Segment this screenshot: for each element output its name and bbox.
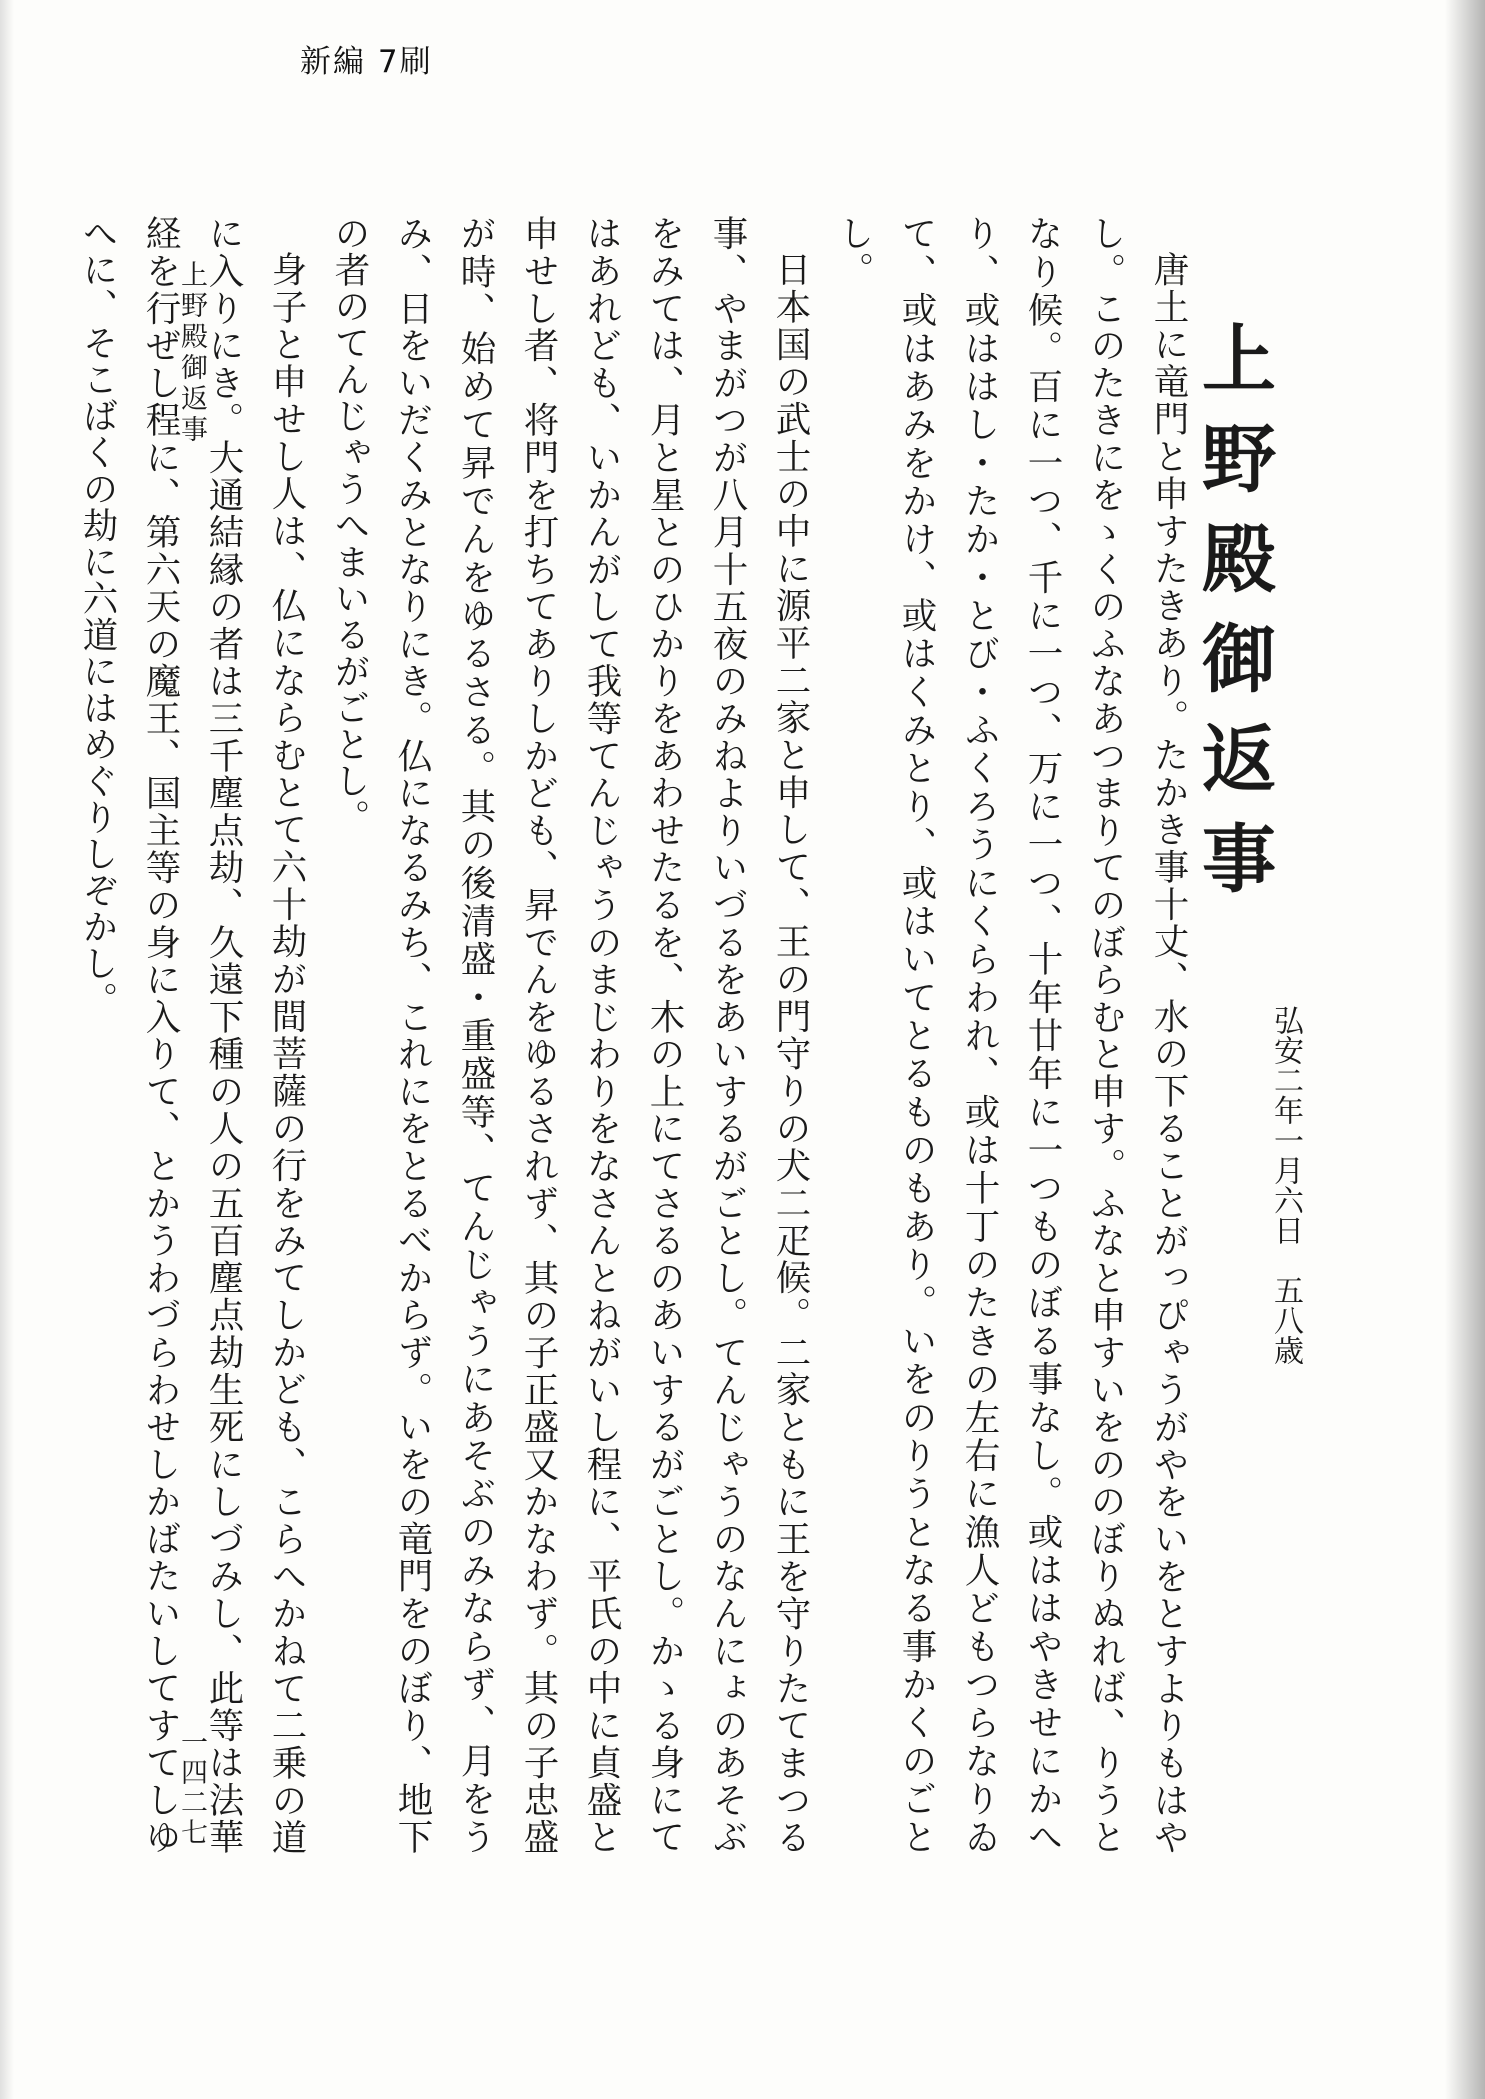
paragraph-1: 唐土に竜門と申すたきあり。たかき事十丈、水の下ることがっぴゃうがやをいをとすよりもはやし。このたきにをゝくのふなあつまりてのぼらむと申す。ふなと申すいをののぼりぬれば、りうとなり候。百に一つ、千に一つ、万に一つ、十年廿年に一つものぼる事なし。或ははやきせにかへり、或ははし・たか・とび・ふくろうにくらわれ、或は十丁のたきの左右に漁人どもつらなりゐて、或はあみをかけ、或はくみとり、或はいてとるものもあり。いをのりうとなる事かくのごとし。 (833, 215, 1189, 1856)
page-binding-shadow (1445, 0, 1485, 2099)
page-left-edge-shadow (0, 0, 14, 2099)
document-title: 上野殿御返事 (1190, 320, 1276, 920)
running-title: 上野殿御返事 (176, 260, 207, 446)
paragraph-3: 身子と申せし人は、仏にならむとて六十劫が間菩薩の行をみてしかども、こらへかねて二乗の道に入りにき。大通結縁の者は三千塵点劫、久遠下種の人の五百塵点劫生死にしづみし、此等は法華経を行ぜし程に、第六天の魔王、国主等の身に入りて、とかうわづらわせしかばたいしてすてしゆへに、そこばくの劫に六道にはめぐりしぞかし。 (77, 215, 307, 1856)
edition-header: 新編 7刷 (300, 44, 433, 80)
paragraph-2: 日本国の武士の中に源平二家と申して、王の門守りの犬二疋候。二家ともに王を守りたてまつる事、やまがつが八月十五夜のみねよりいづるをあいするがごとし。てんじゃうのなんにょのあそぶをみては、月と星とのひかりをあわせたるを、木の上にてさるのあいするがごとし。かゝる身にてはあれども、いかんがして我等てんじゃうのまじわりをなさんとねがいし程に、平氏の中に貞盛と申せし者、将門を打ちてありしかども、昇でんをゆるされず、其の子正盛又かなわず。其の子忠盛が時、始めて昇でんをゆるさる。其の後清盛・重盛等、てんじゃうにあそぶのみならず、月をうみ、日をいだくみとなりにき。仏になるみち、これにをとるべからず。いをの竜門をのぼり、地下の者のてんじゃうへまいるがごとし。 (329, 215, 811, 1855)
page-number: 一四二七 (176, 1728, 207, 1848)
document-body (77, 215, 1200, 1856)
document-date: 弘安二年一月六日 五八歳 (1268, 1005, 1303, 1365)
